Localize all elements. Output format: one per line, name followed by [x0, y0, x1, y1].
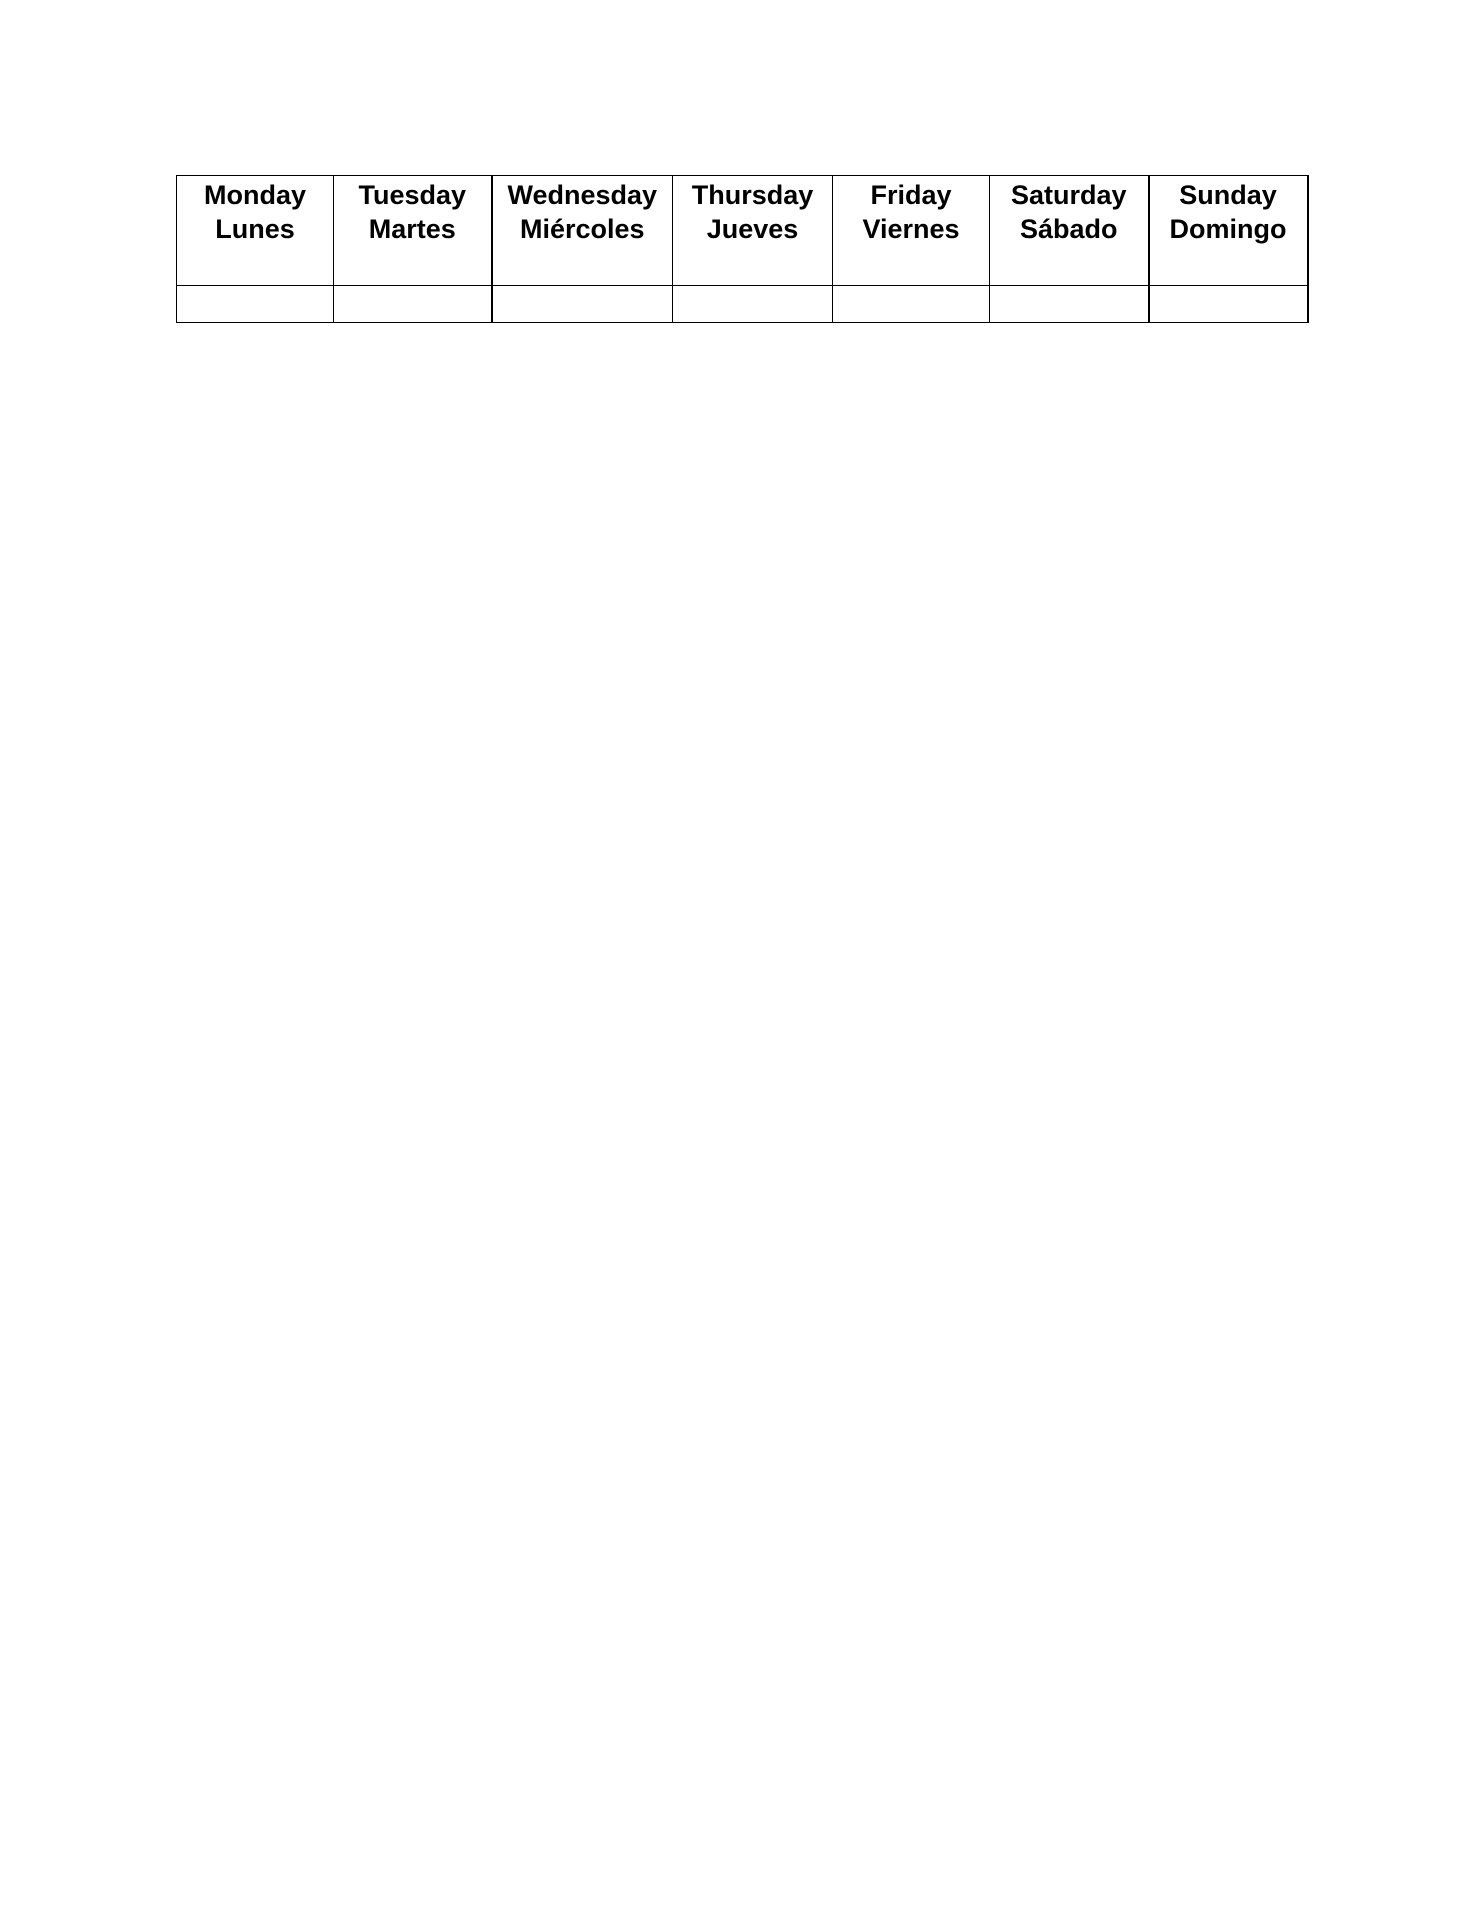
header-english: Wednesday	[507, 180, 658, 210]
header-spanish: Sábado	[1019, 214, 1118, 244]
table-cell-friday[interactable]	[833, 286, 990, 323]
header-spanish: Miércoles	[519, 214, 645, 244]
table-cell-sunday[interactable]	[1149, 286, 1308, 323]
header-english: Sunday	[1179, 180, 1277, 210]
table-cell-monday[interactable]	[177, 286, 334, 323]
table-row	[177, 286, 1308, 323]
header-spanish: Domingo	[1169, 214, 1287, 244]
header-english: Tuesday	[358, 180, 467, 210]
header-tuesday	[334, 176, 492, 286]
header-row	[177, 176, 1308, 286]
header-sunday	[1149, 176, 1308, 286]
header-english: Monday	[203, 180, 306, 210]
header-spanish: Lunes	[215, 214, 295, 244]
table-cell-wednesday[interactable]	[492, 286, 673, 323]
table-cell-saturday[interactable]	[990, 286, 1149, 323]
header-thursday	[673, 176, 833, 286]
header-spanish: Jueves	[706, 214, 799, 244]
header-english: Friday	[870, 180, 952, 210]
header-english: Saturday	[1010, 180, 1127, 210]
header-english: Thursday	[691, 180, 814, 210]
header-wednesday	[492, 176, 673, 286]
header-spanish: Viernes	[862, 214, 960, 244]
header-spanish: Martes	[368, 214, 456, 244]
header-saturday	[990, 176, 1149, 286]
table-cell-tuesday[interactable]	[334, 286, 492, 323]
header-friday	[833, 176, 990, 286]
table-cell-thursday[interactable]	[673, 286, 833, 323]
weekday-table	[176, 175, 1309, 323]
header-monday	[177, 176, 334, 286]
